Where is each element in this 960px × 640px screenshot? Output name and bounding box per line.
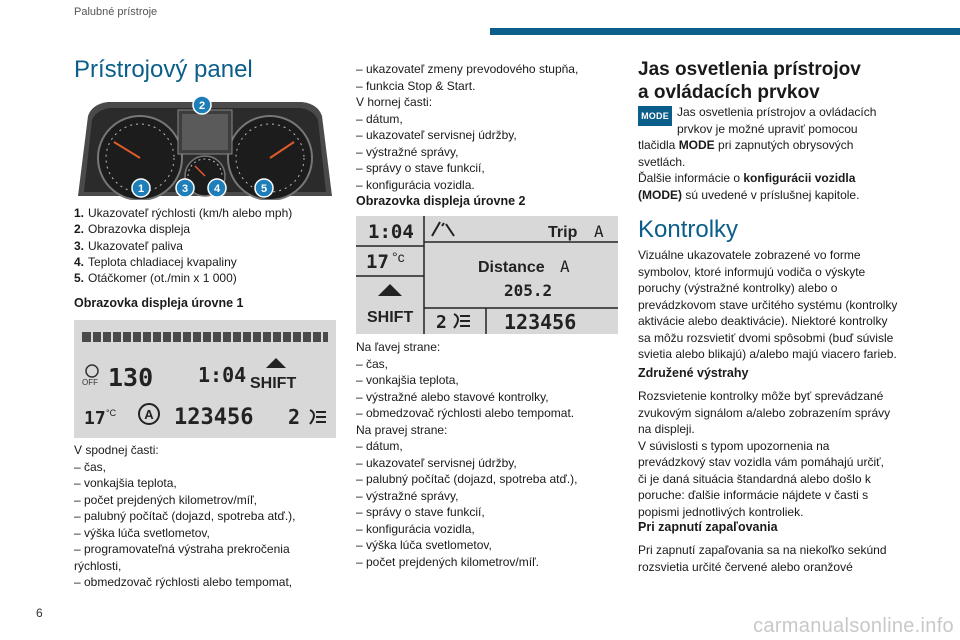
text-line: Vizuálne ukazovatele zobrazené vo forme [638,248,861,262]
text-line: Rozsvietenie kontrolky môže byť sprevádzané [638,389,884,403]
trip-label: Trip [548,224,578,241]
trip-id: A [594,222,604,241]
text-line: – obmedzovač rýchlosti alebo tempomat, [74,575,293,589]
text-line: – počet prejdených kilometrov/míľ, [74,492,257,507]
level2-display-heading: Obrazovka displeja úrovne 2 [356,194,526,208]
text-line: tlačidla MODE pri zapnutých obrysových [638,138,854,152]
callout-5: 5 [260,183,268,195]
level2-description [356,339,578,570]
level1-description [74,442,296,591]
text-line: či je daná situácia štandardná alebo došlo k [638,471,871,486]
odometer-readout: 123456 [174,405,254,430]
stop-start-letter: A [144,407,154,422]
text-line: rýchlosti, [74,558,122,573]
mode-button-icon: MODE [638,106,672,126]
list-item: 1. Ukazovateľ rýchlosti (km/h alebo mph) [74,206,293,220]
text-line: Na pravej strane: [356,422,448,437]
text-line: prevádzkový stav vozidla vám pomáhajú určiť, [638,455,884,469]
text-line: Jas osvetlenia prístrojov a ovládacích [677,105,877,119]
text-line: symbolov, ktoré informujú vodiča o výskyte [638,264,866,279]
text-line: rozsvietia určité červené alebo oranžové [638,559,853,574]
level1-display-illustration [74,320,336,438]
headlamp-level: 2 [288,405,301,429]
text-line: – ukazovateľ servisnej údržby, [356,128,517,142]
shift-indicator: SHIFT [367,309,414,326]
level1-description-cont [356,61,578,193]
text-line: V súvislosti s typom upozornenia na [638,438,830,453]
header-accent-bar [490,28,960,35]
level1-display-heading: Obrazovka displeja úrovne 1 [74,296,244,310]
text-line: – dátum, [356,439,403,453]
text-line: – čas, [356,356,389,371]
text-line: svietia alebo blikajú) a/alebo majú viacero farieb. [638,347,897,361]
list-item: 2. Obrazovka displeja [74,222,191,237]
temp-readout: 17 [366,251,389,273]
callout-3: 3 [181,183,189,195]
cluster-legend-list [74,205,292,286]
warning-lights-text [638,247,897,363]
text-line: poruchy (výstražné kontrolky) alebo o [638,281,838,295]
text-line: – čas, [74,459,107,474]
text-line: – ukazovateľ servisnej údržby, [356,455,517,470]
title-line: Jas osvetlenia prístrojov [638,59,861,80]
text-line: – výstražné správy, [356,488,459,503]
text-line: zvukovým signálom a/alebo zobrazením správy [638,405,891,420]
distance-label: Distance [478,259,545,276]
list-item: 5. Otáčkomer (ot./min x 1 000) [74,271,237,286]
instrument-cluster-illustration [74,92,336,200]
text-line: – počet prejdených kilometrov/míľ. [356,554,539,569]
text-line: aktivácie alebo deaktivácie). Niektoré kontrolky [638,314,888,328]
associated-alerts-text [638,388,890,520]
distance-value: 205.2 [504,281,553,300]
text-line: Ďalšie informácie o konfigurácii vozidla [638,171,856,185]
associated-alerts-heading: Združené výstrahy [638,366,749,380]
text-line: Pri zapnutí zapaľovania sa na niekoľko sekúnd [638,543,887,557]
title-line: a ovládacích prvkov [638,82,820,103]
text-line: Na ľavej strane: [356,340,441,354]
text-line: prvkov je možné upraviť pomocou [677,121,858,136]
text-line: popismi jednotlivých kontroliek. [638,504,804,519]
temp-unit: °c [392,249,405,265]
text-line: na displeji. [638,422,695,436]
text-line: V spodnej časti: [74,443,159,457]
text-line: – výška lúča svetlometov, [356,538,492,552]
text-line: – obmedzovač rýchlosti alebo tempomat. [356,406,575,420]
callout-1: 1 [137,183,145,195]
callout-2: 2 [198,100,206,112]
shift-indicator: SHIFT [250,375,297,392]
ignition-heading: Pri zapnutí zapaľovania [638,520,778,534]
temp-readout: 17 [84,408,106,429]
time-readout: 1:04 [368,221,414,243]
instrument-panel-title: Prístrojový panel [74,56,253,83]
watermark: carmanualsonline.info [753,615,954,637]
brightness-text-indented [677,104,876,137]
text-line: sa môžu rozsvietiť dvomi spôsobmi (buď súvisle [638,330,894,345]
text-line: – vonkajšia teplota, [74,476,177,490]
list-item: 4. Teplota chladiacej kvapaliny [74,254,237,269]
text-line: – správy o stave funkcií, [356,161,485,175]
text-line: – správy o stave funkcií, [356,505,485,519]
text-line: – výška lúča svetlometov, [74,525,210,540]
text-line: – konfigurácia vozidla. [356,177,475,192]
text-line: – konfigurácia vozidla, [356,521,475,536]
brightness-text [638,137,859,203]
text-line: – palubný počítač (dojazd, spotreba atď.), [356,472,578,486]
text-line: prevádzkovom stave určitého systému (kontrolky [638,297,898,312]
text-line: svetlách. [638,154,686,169]
text-line: – palubný počítač (dojazd, spotreba atď.), [74,509,296,523]
text-line: – funkcia Stop & Start. [356,78,476,93]
ignition-text [638,542,887,575]
text-line: (MODE) sú uvedené v príslušnej kapitole. [638,187,860,202]
level2-display-illustration [356,216,618,334]
off-label: OFF [82,378,98,387]
text-line: – programovateľná výstraha prekročenia [74,542,290,556]
callout-4: 4 [213,183,221,195]
text-line: poruche: ďalšie informácie nájdete v časti s [638,488,869,502]
headlamp-level: 2 [436,312,447,333]
distance-id: A [560,257,570,276]
speed-readout: 130 [108,363,154,392]
text-line: – vonkajšia teplota, [356,373,459,387]
odometer-readout: 123456 [504,310,577,334]
text-line: – výstražné správy, [356,144,459,159]
brightness-title [638,58,861,104]
section-label: Palubné prístroje [74,6,158,18]
text-line: – dátum, [356,111,403,126]
warning-lights-title: Kontrolky [638,216,739,243]
list-item: 3. Ukazovateľ paliva [74,238,183,253]
text-line: V hornej časti: [356,95,433,109]
text-line: – výstražné alebo stavové kontrolky, [356,389,549,404]
temp-unit: °C [106,408,117,418]
page-number: 6 [36,606,43,620]
text-line: – ukazovateľ zmeny prevodového stupňa, [356,62,579,76]
time-readout: 1:04 [198,363,247,387]
